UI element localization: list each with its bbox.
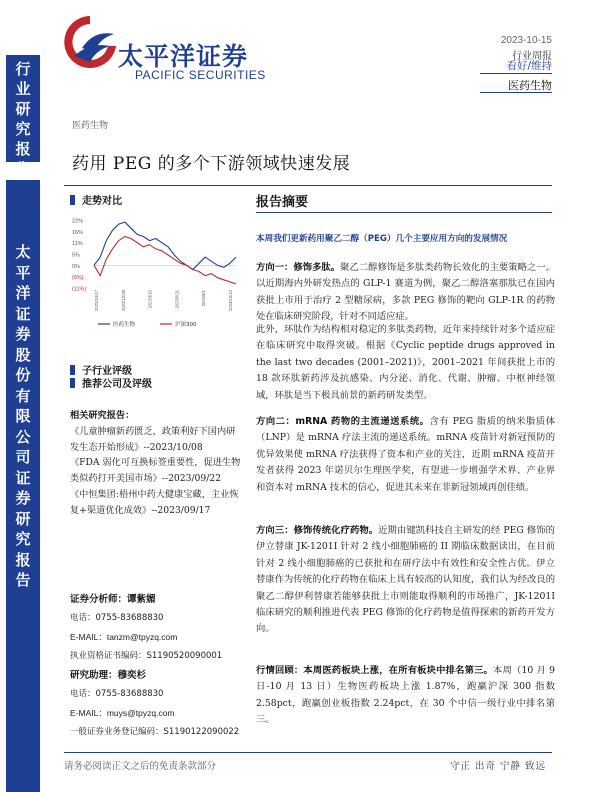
y-tick-label: 0%: [72, 263, 80, 270]
summary-paragraph-2: [256, 322, 555, 404]
sidebar-report-type-banner: [6, 55, 40, 178]
footer-motto: 守正 出奇 宁静 致远: [450, 761, 547, 772]
related-reports: [70, 408, 242, 519]
section-bullet-icon: [70, 378, 75, 388]
section-bullet-icon: [70, 365, 75, 375]
related-report-item[interactable]: 《儿童肿瘤新药匮乏，政策利好下国内研发生态开始形成》--2023/10/08: [70, 425, 236, 453]
report-date: 2023-10-15: [500, 35, 552, 46]
summary-intro: 本周我们更新药用聚乙二醇（PEG）几个主要应用方向的发展情况: [256, 234, 508, 244]
y-tick-label: (6%): [72, 275, 84, 282]
breadcrumb: 医药生物: [72, 121, 109, 131]
sidebar-top-label: 行 业 研 究 报 告: [15, 60, 31, 178]
x-tick-label: 2022/10/17: [94, 290, 99, 311]
y-tick-label: 11%: [72, 241, 83, 248]
y-tick-label: (11%): [72, 286, 87, 293]
assistant-role-label: 研究助理：: [70, 670, 118, 681]
paragraph-lead: 方向一：修饰多肽。: [256, 262, 341, 273]
trend-comparison-chart: [70, 212, 242, 332]
report-type: 行业周报: [512, 51, 552, 62]
summary-paragraph-5: [256, 663, 555, 729]
paragraph-text: 含有 PEG 脂质的纳米脂质体（LNP）是 mRNA 疗法主流的递送系统。mRNA 疫苗针对新冠预防的优异效果使 mRNA 疗法获得了资本和产业的关注，近期 mRNA 疫苗开发者获得 2023 年诺贝尔生理医学奖，有望进一步增强学术界、产业界和资本对 mRNA 技术的信心，促进其未来在非新冠领域再创佳绩。: [256, 416, 555, 493]
y-tick-label: 16%: [72, 229, 84, 236]
paragraph-text: 近期由键凯科技自主研发的经 PEG 修饰的伊立替康 JK-1201I 针对 2 线小细胞肺癌的 II 期临床数据读出，在目前针对 2 线小细胞肺癌的已获批和在研疗法中有效性和安全性占优。伊立替康作为传统的化疗药物在临床上具有较高的认知度，我们认为经改良的聚乙二醇伊利替康若能够获批上市则能取得顺利的市场推广，JK-1201I 临床研究的顺利推进代表 PEG 修饰的化疗药物是值得探索的新药开发方向。: [256, 525, 555, 635]
sidebar-bottom-label: 太 平 洋 证 券 股 份 有 限 公 司 证 券 研 究 报 告: [15, 243, 31, 589]
legend-label: 沪深300: [175, 322, 197, 328]
assistant-phone: 电话：0755-83688830: [70, 689, 164, 699]
y-tick-label: 5%: [72, 252, 80, 259]
section-bullet-icon: [70, 195, 75, 205]
sidebar: [0, 0, 46, 792]
logo-english-name: PACIFIC SECURITIES: [135, 68, 266, 82]
analyst-name: 谭紫媚: [127, 594, 156, 605]
analyst-email[interactable]: E-MAIL：tanzm@tpyzq.com: [70, 632, 178, 642]
footer-divider: [64, 752, 552, 753]
header-divider-2: [480, 92, 552, 93]
paragraph-text: 聚乙二醇修饰是多肽类药物长效化的主要策略之一。以近期海内外研发热点的 GLP-1 赛道为例，聚乙二醇洛塞那肽已在国内获批上市用于治疗 2 型糖尿病，多款 PEG 修饰的靶向 GLP-1R 的药物处在临床研究阶段，针对不同适应症。: [256, 262, 555, 323]
assistant-email[interactable]: E-MAIL：muys@tpyzq.com: [70, 708, 175, 718]
paragraph-text: 本周（10 月 9 日-10 月 13 日）生物医药板块上涨 1.87%，跑赢沪深 300 指数 2.58pct，跑赢创业板指数 2.24pct，在 30 个中信一级行业中排名第三。: [256, 665, 555, 726]
paragraph-lead: 行情回顾：本周医药板块上涨，在所有板块中排名第三。: [256, 665, 494, 676]
summary-paragraph-3: [256, 414, 555, 496]
header-divider: [480, 73, 552, 74]
section-recommend-label: 推荐公司及评级: [82, 379, 152, 390]
x-tick-label: 2023/8/1: [201, 290, 207, 307]
x-tick-label: 2022/12/28: [120, 290, 126, 311]
related-reports-heading: 相关研究报告：: [70, 410, 135, 421]
x-tick-label: 2023/10/12: [228, 290, 233, 311]
logo-chinese-name: 太平洋证券: [118, 42, 249, 71]
analyst-cert: 执业资格证书编码：S1190520090001: [70, 651, 223, 661]
summary-title: 报告摘要: [256, 195, 309, 210]
summary-paragraph-4: [256, 523, 555, 638]
x-tick-label: 2023/3/10: [147, 290, 153, 309]
industry-rating: 看好/维持: [506, 60, 552, 72]
paragraph-text: 此外，环肽作为结构相对稳定的多肽类药物，近年来持续针对多个适应症在临床研究中取得突破。根据《Cyclic peptide drugs approved in the last two decades (2001–2021)》，2001–2021 年间获批上市的 18 款环肽新药涉及抗感染、内分泌、消化、代谢、肿瘤、中枢神经领域，环肽是当下极具前景的新药研发类型。: [256, 324, 555, 401]
section-trend: [70, 192, 122, 207]
page-title: 药用 PEG 的多个下游领域快速发展: [72, 154, 351, 174]
section-recommend: [70, 375, 152, 390]
related-report-item[interactable]: 《中恒集团:梧州中药大健康宝藏，主业恢复+渠道优化成效》--2023/09/17: [70, 488, 239, 516]
section-sub-rating-label: 子行业评级: [82, 366, 132, 377]
summary-divider: [256, 212, 552, 213]
x-tick-label: 2023/5/21: [174, 290, 180, 309]
assistant-cert: 一般证券业务登记编码：S1190122090022: [70, 727, 240, 737]
industry-name: 医药生物: [508, 79, 552, 92]
legend-label: 医药生物: [113, 322, 136, 328]
footer-disclaimer: 请务必阅读正文之后的免责条款部分: [64, 761, 217, 772]
assistant-name: 穆奕杉: [117, 670, 147, 681]
paragraph-lead: 方向二：mRNA 药物的主流递送系统。: [256, 416, 430, 427]
summary-paragraph-1: [256, 260, 555, 326]
analyst-info: [70, 590, 242, 742]
section-trend-label: 走势对比: [82, 196, 122, 207]
sidebar-company-banner: [6, 180, 40, 792]
series-line-1: [94, 237, 236, 284]
y-tick-label: 22%: [72, 218, 84, 225]
title-divider: [64, 185, 552, 186]
paragraph-lead: 方向三：修饰传统化疗药物。: [256, 525, 379, 536]
related-report-item[interactable]: 《FDA 弱化可互换标签重要性，促进生物类似药打开美国市场》--2023/09/22: [70, 457, 241, 485]
analyst-role-label: 证券分析师：: [70, 594, 128, 605]
analyst-phone: 电话：0755-83688830: [70, 613, 164, 623]
